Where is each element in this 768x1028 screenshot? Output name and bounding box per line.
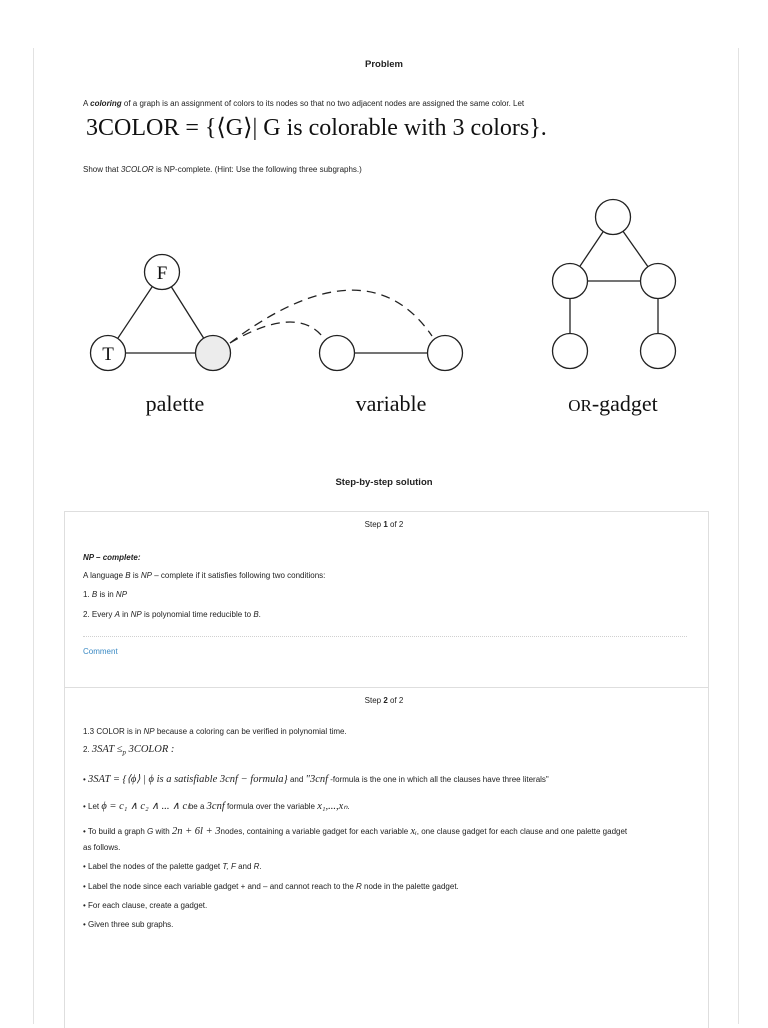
t: xᵢ [410,826,417,837]
t: NP [130,610,142,619]
intro-prefix: A [83,99,91,108]
step-1-card [64,511,709,689]
problem-formula: 3COLOR = {⟨G⟩| G is colorable with 3 colors}. [86,115,547,141]
t: A language [83,571,126,580]
step-1-head-num: 1 [383,520,388,529]
t: 1.3 COLOR is in [83,727,144,736]
t: • [83,775,86,784]
node-F-label: F [156,263,168,284]
step-2-line-2 [83,744,174,757]
variable-label: variable [355,391,427,416]
t: node in the palette gadget. [361,882,459,891]
t: NP [143,727,155,736]
t: x₁,...,xₙ [317,801,348,812]
t: 2. [83,745,90,754]
step-2-line-8: • For each clause, create a gadget. [83,901,208,910]
t: is in [97,590,116,599]
step-2-head-num: 2 [383,696,388,705]
palette-node-R [196,336,231,371]
step-1-header [0,520,768,529]
t: with [153,827,172,836]
t: B [91,590,98,599]
t: ϕ = c₁ ∧ c₂ ∧ ... ∧ cₗ [101,801,189,812]
t: and [287,775,306,784]
t: , one clause gadget for each clause and one palette gadget [416,827,628,836]
or-node-mid-right [641,264,676,299]
t: . [258,610,261,619]
t: 2. Every [83,610,115,619]
step-1-line-3 [83,610,261,619]
t: G [147,827,154,836]
t: NP [140,571,152,580]
t: 3cnf [206,801,225,812]
or-node-top [596,200,631,235]
t: 3SAT ≤ [91,744,123,755]
t: 1. [83,590,92,599]
t: T, F [222,862,236,871]
step-2-line-6 [83,862,262,871]
step-1-head-suffix: of 2 [387,520,404,529]
palette-gadget [91,255,231,371]
t: 3COLOR : [125,744,175,755]
or-node-bottom-left [553,334,588,369]
step-2-line-7 [83,882,459,891]
step-2-line-5b: as follows. [83,843,121,852]
dashed-edge-long [230,290,432,343]
variable-gadget [320,336,463,371]
step-2-line-1 [83,727,347,736]
task-term: 3COLOR [120,165,154,174]
t: is polynomial time reducible to [141,610,254,619]
t: • Label the nodes of the palette gadget [83,862,223,871]
step-2-line-9: • Given three sub graphs. [83,920,174,929]
t: – complete if it satisfies following two conditions: [151,571,326,580]
or-node-bottom-right [641,334,676,369]
t: is [130,571,141,580]
palette-label: palette [145,391,205,416]
t: 2n + 6l + 3 [171,826,221,837]
orgadget-label-rest: -gadget [591,391,658,416]
t: A [114,610,120,619]
orgadget-label [568,391,658,416]
step-1-line-1 [83,571,325,580]
subgraph-figure [0,190,768,430]
t: . [347,802,350,811]
t: R [253,862,260,871]
step-1-line-2 [83,590,127,599]
intro-term: coloring [90,99,122,108]
t: and [235,862,254,871]
problem-title: Problem [364,59,403,70]
comment-link[interactable]: Comment [83,647,118,656]
variable-node-left [320,336,355,371]
step-2-header [0,696,768,705]
t: R [356,882,362,891]
t: B [125,571,131,580]
step-1-head-prefix: Step [364,520,384,529]
task-suffix: is NP-complete. (Hint: Use the following three subgraphs.) [153,165,362,174]
solution-title: Step-by-step solution [335,477,433,488]
t: 3SAT = {⟨ϕ⟩ | ϕ is a satisfiable 3cnf − formula} [88,774,288,785]
t: • Let [83,802,102,811]
t: NP [115,590,128,599]
t: • To build a graph [83,827,148,836]
t: be a [188,802,207,811]
node-T-label: T [102,344,114,365]
variable-node-right [428,336,463,371]
step-2-card [64,687,709,1028]
or-gadget [553,200,676,369]
t: "3cnf [305,774,329,785]
task-prefix: Show that [83,165,121,174]
problem-task [83,165,362,174]
problem-intro [83,99,524,108]
t: • Label the node since each variable gadget + and – and cannot reach to the [83,882,357,891]
t: -formula is the one in which all the clauses have three literals" [328,775,549,784]
step-2-head-prefix: Step [364,696,384,705]
t: formula over the variable [224,802,318,811]
t: nodes, containing a variable gadget for each variable [220,827,411,836]
t: because a coloring can be verified in polynomial time. [154,727,347,736]
step-2-line-4 [83,800,350,812]
or-node-mid-left [553,264,588,299]
t: p [122,748,126,757]
step-1-divider [83,636,687,637]
step-2-line-3 [83,773,549,785]
step-2-head-suffix: of 2 [387,696,404,705]
t: in [119,610,131,619]
step-1-heading-text: NP – complete: [83,553,141,562]
step-2-line-5 [83,826,627,837]
t: B [253,610,259,619]
t: . [259,862,262,871]
step-1-heading [83,553,141,562]
orgadget-label-sc: OR [568,396,592,415]
intro-suffix: of a graph is an assignment of colors to its nodes so that no two adjacent nodes are assigned the same color. Let [121,99,525,108]
